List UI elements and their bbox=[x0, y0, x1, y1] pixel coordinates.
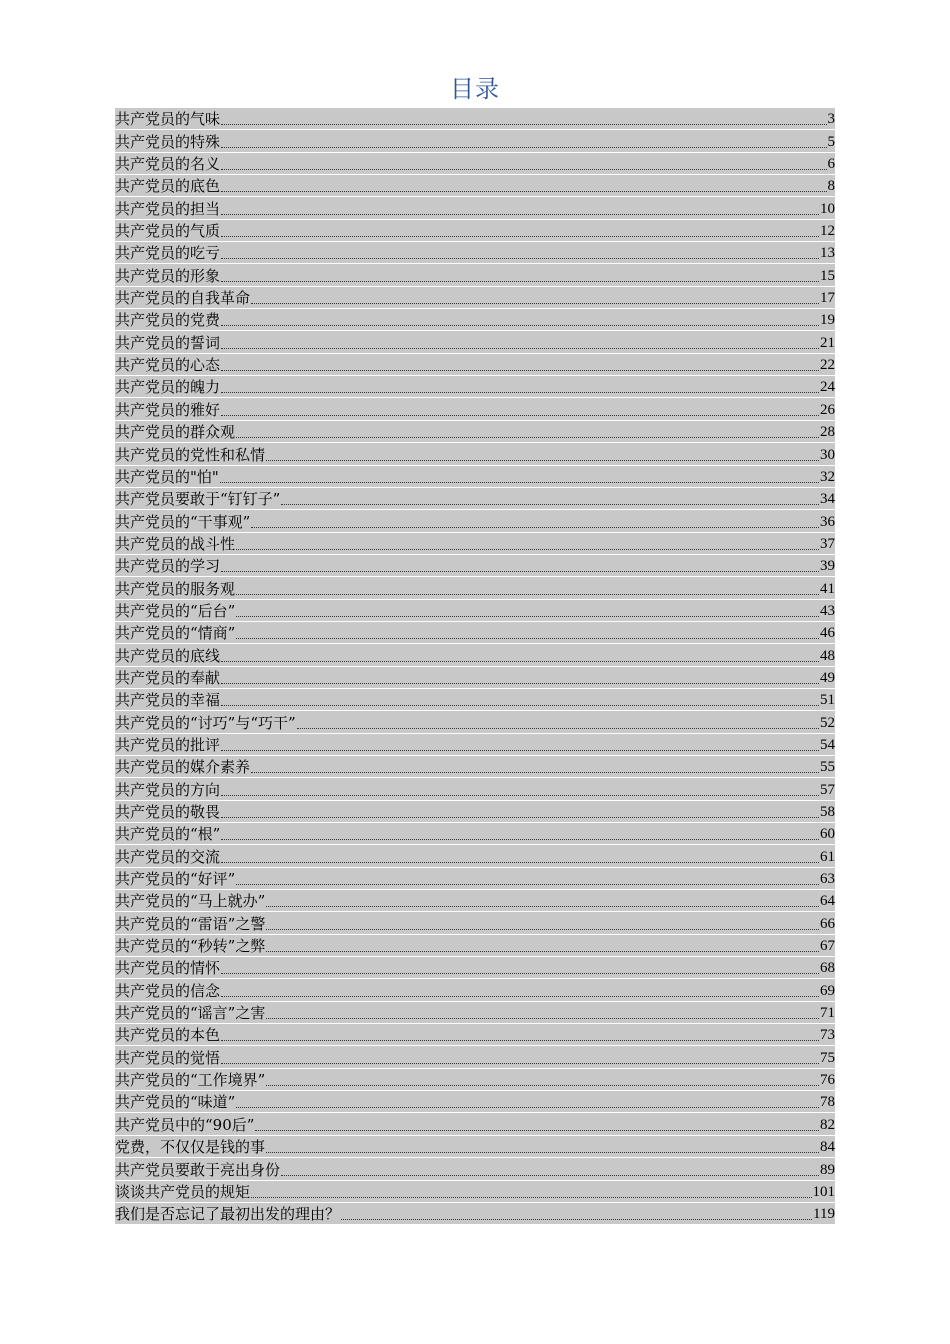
toc-entry[interactable] bbox=[115, 979, 835, 1001]
toc-entry-page-number: 63 bbox=[820, 871, 835, 888]
toc-entry-title: 共产党员的方向 bbox=[115, 780, 221, 799]
toc-entry[interactable] bbox=[115, 667, 835, 689]
toc-dot-leader bbox=[236, 549, 819, 550]
toc-entry-page-number: 17 bbox=[820, 290, 835, 307]
toc-entry-page-number: 3 bbox=[827, 111, 835, 128]
toc-entry-title: 共产党员的吃亏 bbox=[115, 244, 221, 263]
toc-entry-page-number: 75 bbox=[820, 1049, 835, 1066]
toc-entry[interactable] bbox=[115, 466, 835, 488]
toc-entry-page-number: 15 bbox=[820, 267, 835, 284]
toc-entry-title: 共产党员的奉献 bbox=[115, 668, 221, 687]
toc-entry-page-number: 78 bbox=[820, 1094, 835, 1111]
toc-dot-leader bbox=[221, 973, 819, 974]
toc-dot-leader bbox=[236, 616, 819, 617]
toc-dot-leader bbox=[236, 638, 819, 639]
toc-dot-leader bbox=[221, 258, 819, 259]
toc-entry-title: 共产党员的党费 bbox=[115, 311, 221, 330]
toc-dot-leader bbox=[341, 1219, 812, 1220]
toc-dot-leader bbox=[221, 661, 819, 662]
toc-entry[interactable] bbox=[115, 242, 835, 264]
toc-dot-leader bbox=[266, 906, 819, 907]
toc-entry-page-number: 69 bbox=[820, 982, 835, 999]
toc-dot-leader bbox=[255, 1130, 819, 1131]
toc-entry[interactable] bbox=[115, 1091, 835, 1113]
toc-entry-page-number: 10 bbox=[820, 200, 835, 217]
toc-entry[interactable] bbox=[115, 287, 835, 309]
toc-entry[interactable] bbox=[115, 778, 835, 800]
toc-entry-title: 共产党员的“马上就办” bbox=[115, 892, 266, 911]
toc-entry-page-number: 61 bbox=[820, 848, 835, 865]
toc-entry[interactable] bbox=[115, 734, 835, 756]
toc-dot-leader bbox=[221, 683, 819, 684]
toc-entry-title: 共产党员的雅好 bbox=[115, 400, 221, 419]
toc-entry-page-number: 54 bbox=[820, 736, 835, 753]
toc-entry-page-number: 84 bbox=[820, 1139, 835, 1156]
toc-entry-page-number: 71 bbox=[820, 1005, 835, 1022]
toc-entry-page-number: 26 bbox=[820, 401, 835, 418]
toc-entry-page-number: 101 bbox=[812, 1183, 835, 1200]
toc-dot-leader bbox=[221, 214, 819, 215]
toc-entry-title: 共产党员要敢于亮出身份 bbox=[115, 1160, 281, 1179]
toc-dot-leader bbox=[221, 415, 819, 416]
toc-dot-leader bbox=[221, 124, 826, 125]
toc-dot-leader bbox=[266, 1085, 819, 1086]
toc-dot-leader bbox=[266, 929, 819, 930]
toc-entry[interactable] bbox=[115, 689, 835, 711]
toc-entry-title: 谈谈共产党员的规矩 bbox=[115, 1182, 251, 1201]
toc-entry[interactable] bbox=[115, 823, 835, 845]
toc-entry[interactable] bbox=[115, 1136, 835, 1158]
toc-entry-page-number: 21 bbox=[820, 334, 835, 351]
toc-entry-page-number: 60 bbox=[820, 826, 835, 843]
toc-entry-title: 共产党员的“讨巧”与“巧干” bbox=[115, 713, 296, 732]
toc-entry[interactable] bbox=[115, 175, 835, 197]
toc-entry[interactable] bbox=[115, 309, 835, 331]
toc-entry-title: 共产党员中的“90后” bbox=[115, 1115, 255, 1134]
toc-entry[interactable] bbox=[115, 533, 835, 555]
toc-entry-page-number: 67 bbox=[820, 938, 835, 955]
toc-entry[interactable] bbox=[115, 510, 835, 532]
toc-entry-title: 共产党员的觉悟 bbox=[115, 1048, 221, 1067]
toc-dot-leader bbox=[236, 1107, 819, 1108]
toc-entry-title: 共产党员的批评 bbox=[115, 735, 221, 754]
toc-dot-leader bbox=[266, 951, 819, 952]
toc-entry-page-number: 37 bbox=[820, 535, 835, 552]
toc-entry-title: 共产党员的形象 bbox=[115, 266, 221, 285]
toc-entry[interactable] bbox=[115, 443, 835, 465]
toc-entry[interactable] bbox=[115, 555, 835, 577]
toc-entry-page-number: 19 bbox=[820, 312, 835, 329]
toc-entry-title: 共产党员的底色 bbox=[115, 177, 221, 196]
toc-dot-leader bbox=[221, 817, 819, 818]
toc-dot-leader bbox=[236, 884, 819, 885]
toc-entry-title: 共产党员的战斗性 bbox=[115, 534, 236, 553]
toc-entry[interactable] bbox=[115, 756, 835, 778]
toc-entry-page-number: 34 bbox=[820, 491, 835, 508]
toc-entry-page-number: 12 bbox=[820, 223, 835, 240]
toc-title: 目录 bbox=[450, 75, 500, 103]
toc-entry-title: 共产党员的特殊 bbox=[115, 132, 221, 151]
toc-dot-leader bbox=[281, 1175, 819, 1176]
toc-dot-leader bbox=[221, 1040, 819, 1041]
toc-entry-page-number: 55 bbox=[820, 759, 835, 776]
toc-entry-page-number: 82 bbox=[820, 1116, 835, 1133]
toc-dot-leader bbox=[221, 169, 826, 170]
toc-entry[interactable] bbox=[115, 868, 835, 890]
toc-dot-leader bbox=[221, 571, 819, 572]
toc-entry[interactable] bbox=[115, 398, 835, 420]
toc-entry-title: 党费，不仅仅是钱的事 bbox=[115, 1138, 266, 1157]
toc-entry[interactable] bbox=[115, 1203, 835, 1225]
toc-entry-title: 共产党员的本色 bbox=[115, 1026, 221, 1045]
toc-dot-leader bbox=[221, 705, 819, 706]
toc-entry-page-number: 32 bbox=[820, 468, 835, 485]
toc-entry-page-number: 76 bbox=[820, 1072, 835, 1089]
toc-dot-leader bbox=[221, 1063, 819, 1064]
toc-entry[interactable] bbox=[115, 354, 835, 376]
toc-dot-leader bbox=[236, 437, 819, 438]
toc-entry-title: 共产党员的“干事观” bbox=[115, 512, 251, 531]
toc-entry[interactable] bbox=[115, 331, 835, 353]
toc-dot-leader bbox=[221, 147, 826, 148]
toc-entry-title: 共产党员的"怕" bbox=[115, 467, 219, 486]
toc-entry-page-number: 64 bbox=[820, 893, 835, 910]
toc-entry[interactable] bbox=[115, 1024, 835, 1046]
toc-entry-page-number: 13 bbox=[820, 245, 835, 262]
toc-entry-page-number: 73 bbox=[820, 1027, 835, 1044]
toc-dot-leader bbox=[221, 370, 819, 371]
toc-entry[interactable] bbox=[115, 912, 835, 934]
toc-entry-page-number: 24 bbox=[820, 379, 835, 396]
toc-dot-leader bbox=[221, 839, 819, 840]
toc-dot-leader bbox=[221, 281, 819, 282]
toc-entry-title: 共产党员的敬畏 bbox=[115, 803, 221, 821]
toc-entry[interactable] bbox=[115, 890, 835, 912]
toc-dot-leader bbox=[266, 460, 819, 461]
toc-dot-leader bbox=[251, 772, 819, 773]
toc-dot-leader bbox=[221, 996, 819, 997]
toc-entry-title: 共产党员的誓词 bbox=[115, 333, 221, 352]
toc-entry-title: 共产党员的学习 bbox=[115, 557, 221, 576]
toc-entry-page-number: 5 bbox=[827, 133, 835, 150]
toc-entry-title: 共产党员的气质 bbox=[115, 222, 221, 241]
toc-entry-title: 共产党员的情怀 bbox=[115, 959, 221, 978]
toc-entry-title: 我们是否忘记了最初出发的理由？ bbox=[115, 1205, 341, 1224]
toc-entry-title: 共产党员的魄力 bbox=[115, 378, 221, 397]
toc-entry-page-number: 6 bbox=[827, 156, 835, 173]
table-of-contents bbox=[115, 108, 835, 1225]
toc-entry[interactable] bbox=[115, 622, 835, 644]
toc-entry-title: 共产党员的自我革命 bbox=[115, 289, 251, 308]
toc-entry-page-number: 119 bbox=[813, 1206, 835, 1223]
toc-dot-leader bbox=[266, 1018, 819, 1019]
toc-entry[interactable] bbox=[115, 1158, 835, 1180]
toc-entry[interactable] bbox=[115, 153, 835, 175]
toc-entry-page-number: 22 bbox=[820, 357, 835, 374]
toc-dot-leader bbox=[266, 1152, 819, 1153]
toc-dot-leader bbox=[221, 348, 819, 349]
toc-entry[interactable] bbox=[115, 801, 835, 823]
toc-entry-title: 共产党员的信念 bbox=[115, 981, 221, 1000]
toc-dot-leader bbox=[236, 594, 819, 595]
toc-entry[interactable] bbox=[115, 577, 835, 599]
toc-entry[interactable] bbox=[115, 220, 835, 242]
toc-entry[interactable] bbox=[115, 197, 835, 219]
toc-dot-leader bbox=[221, 750, 819, 751]
toc-entry-page-number: 66 bbox=[820, 915, 835, 932]
toc-entry-title: 共产党员的“情商” bbox=[115, 624, 236, 643]
toc-entry-title: 共产党员的“好评” bbox=[115, 870, 236, 889]
toc-entry[interactable] bbox=[115, 376, 835, 398]
toc-entry[interactable] bbox=[115, 488, 835, 510]
toc-entry-title: 共产党员的党性和私情 bbox=[115, 445, 266, 464]
toc-entry-title: 共产党员的心态 bbox=[115, 356, 221, 375]
toc-entry[interactable] bbox=[115, 421, 835, 443]
toc-entry-title: 共产党员的担当 bbox=[115, 199, 221, 218]
toc-dot-leader bbox=[251, 1197, 811, 1198]
toc-entry-title: 共产党员的“根” bbox=[115, 825, 221, 844]
toc-entry[interactable] bbox=[115, 711, 835, 733]
toc-entry-title: 共产党员的“谣言”之害 bbox=[115, 1004, 266, 1023]
toc-entry-page-number: 68 bbox=[820, 960, 835, 977]
toc-dot-leader bbox=[221, 191, 826, 192]
toc-entry[interactable] bbox=[115, 264, 835, 286]
toc-entry-title: 共产党员的底线 bbox=[115, 646, 221, 665]
toc-entry-title: 共产党员要敢于“钉钉子” bbox=[115, 490, 281, 509]
toc-entry-title: 共产党员的“味道” bbox=[115, 1093, 236, 1112]
toc-entry-page-number: 48 bbox=[820, 647, 835, 664]
toc-dot-leader bbox=[251, 527, 819, 528]
toc-entry-page-number: 36 bbox=[820, 513, 835, 530]
toc-entry-page-number: 43 bbox=[820, 602, 835, 619]
toc-entry[interactable] bbox=[115, 1181, 835, 1203]
toc-entry[interactable] bbox=[115, 600, 835, 622]
toc-dot-leader bbox=[220, 482, 819, 483]
toc-entry[interactable] bbox=[115, 1046, 835, 1068]
toc-entry[interactable] bbox=[115, 108, 835, 130]
toc-dot-leader bbox=[221, 862, 819, 863]
toc-entry-page-number: 28 bbox=[820, 424, 835, 441]
toc-dot-leader bbox=[221, 325, 819, 326]
toc-entry-title: 共产党员的“工作境界” bbox=[115, 1071, 266, 1090]
toc-entry[interactable] bbox=[115, 644, 835, 666]
toc-entry[interactable] bbox=[115, 1113, 835, 1135]
toc-entry-page-number: 52 bbox=[820, 714, 835, 731]
toc-dot-leader bbox=[281, 504, 819, 505]
toc-entry[interactable] bbox=[115, 845, 835, 867]
toc-entry-page-number: 8 bbox=[827, 178, 835, 195]
toc-dot-leader bbox=[221, 236, 819, 237]
toc-entry-title: 共产党员的气味 bbox=[115, 110, 221, 129]
toc-entry-page-number: 57 bbox=[820, 781, 835, 798]
toc-entry-title: 共产党员的媒介素养 bbox=[115, 758, 251, 777]
toc-entry[interactable] bbox=[115, 935, 835, 957]
toc-entry-page-number: 51 bbox=[820, 692, 835, 709]
toc-entry-title: 共产党员的名义 bbox=[115, 155, 221, 174]
toc-dot-leader bbox=[221, 795, 819, 796]
toc-entry-page-number: 58 bbox=[820, 804, 835, 820]
toc-entry-title: 共产党员的“秒转”之弊 bbox=[115, 937, 266, 956]
toc-entry-title: 共产党员的交流 bbox=[115, 847, 221, 866]
toc-entry-page-number: 49 bbox=[820, 669, 835, 686]
toc-entry[interactable] bbox=[115, 1069, 835, 1091]
toc-entry-page-number: 46 bbox=[820, 625, 835, 642]
toc-entry[interactable] bbox=[115, 1002, 835, 1024]
toc-entry-page-number: 30 bbox=[820, 446, 835, 463]
toc-entry[interactable] bbox=[115, 130, 835, 152]
toc-entry-title: 共产党员的群众观 bbox=[115, 423, 236, 442]
toc-entry-page-number: 89 bbox=[820, 1161, 835, 1178]
toc-entry-title: 共产党员的“后台” bbox=[115, 601, 236, 620]
toc-entry[interactable] bbox=[115, 957, 835, 979]
toc-entry-page-number: 41 bbox=[820, 580, 835, 597]
toc-dot-leader bbox=[251, 303, 819, 304]
toc-entry-page-number: 39 bbox=[820, 558, 835, 575]
toc-dot-leader bbox=[297, 728, 819, 729]
toc-dot-leader bbox=[221, 392, 819, 393]
toc-entry-title: 共产党员的“雷语”之警 bbox=[115, 914, 266, 933]
toc-entry-title: 共产党员的服务观 bbox=[115, 579, 236, 598]
toc-entry-title: 共产党员的幸福 bbox=[115, 691, 221, 710]
